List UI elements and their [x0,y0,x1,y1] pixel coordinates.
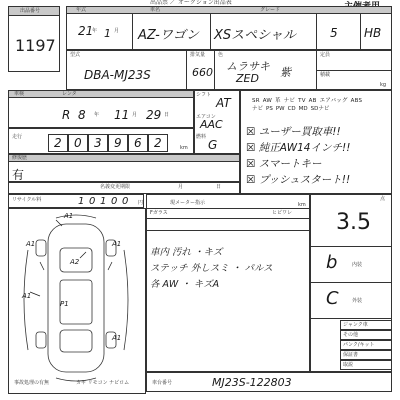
color-label: 色 [218,52,224,58]
side-label: その他 [343,332,359,338]
body-type: HB [364,26,382,40]
equipment-note: ☒ ユーザー買取車!! [246,126,341,138]
inspection-month: 11 [114,108,130,122]
meter-unit: km [298,202,306,208]
score-points-label: 点 [380,196,386,202]
damage-mark-label: A1 [112,334,122,342]
fuel-value: G [208,138,218,152]
equipment-option: SDナビ [310,106,330,112]
mileage-digit: 2 [54,136,62,150]
year-label: 年式 [76,7,87,13]
damage-mark-label: A1 [64,212,74,220]
shift-label: シフト [196,92,212,98]
load-label: 積載 [320,72,331,78]
capacity-label: 定員 [320,52,331,58]
equipment-option: TV [298,98,306,104]
side-label: ジャンク車 [343,322,368,328]
month-unit: 月 [114,28,120,34]
equipment-option: AW [262,98,273,104]
deadline-day-unit: 日 [216,184,222,190]
side-label: 取説 [343,362,354,368]
interior-score: b [326,252,338,273]
exterior-label: 外装 [352,298,363,304]
month-value: 1 [104,27,111,40]
fuel-label: 燃料 [196,134,207,140]
inspection-year: 8 [78,108,86,122]
load-unit: kg [380,82,387,88]
equipment-option: CD [287,106,296,112]
damage-mark-label: A1 [26,240,36,248]
interior-label: 内装 [352,262,363,268]
color-name: ムラサキ [226,60,270,73]
shift-value: AT [216,96,231,110]
inspection-month-unit: 月 [132,112,138,118]
displacement-value: 660 [192,66,213,79]
sheet-title: 出品票 ／ オークション出品表 [150,0,232,6]
chassis-label: 車台番号 [152,380,173,386]
equipment-option: エアバッグ [319,98,348,104]
mileage-label: 走行 [12,134,23,140]
chassis-number: MJ23S-122803 [212,376,292,389]
ac-label: エアコン [196,114,216,120]
color-code: ZED [236,72,259,85]
ac-value: AAC [200,118,223,131]
recycle-digit: 1 [100,196,107,207]
diagram-key-legend: カギ リモコン ナビロム [76,380,130,386]
recycle-digit: 0 [122,196,129,207]
equipment-option: SR [252,98,260,104]
year-unit: 年 [92,28,98,34]
recycle-digit: 1 [78,196,85,207]
mileage-digit: 9 [114,136,122,150]
lot-number: 1197 [15,36,56,55]
mileage-digit: 3 [94,136,102,150]
inspection-era: R [62,108,71,122]
equipment-option: MD [298,106,308,112]
equipment-option: PS [266,106,273,112]
lot-number-label: 出品番号 [20,8,41,14]
grade-value: XSスペシャル [214,28,296,43]
equipment-option: ABS [350,98,363,104]
year-value: 21 [78,24,94,38]
repair-value: 有 [12,168,25,182]
recycle-digit: 0 [89,196,96,207]
damage-mark-label: A2 [70,258,80,266]
damage-mark-label: A1 [22,292,32,300]
equipment-option: ナビ [252,106,264,112]
door-count: 5 [330,26,338,40]
repair-label: 修復歴 [12,155,28,161]
crack-label: ヒビワレ [272,210,293,216]
side-label: 保証書 [343,352,359,358]
model-code: DBA-MJ23S [84,68,151,82]
grade-label: グレード [260,7,281,13]
car-name: AZ-ワゴン [138,28,199,43]
mileage-digit: 0 [74,136,82,150]
meter-label: 現メーター指示 [170,200,206,206]
deadline-month-unit: 月 [178,184,184,190]
equipment-note: ☒ 純正AW14インチ!! [246,142,351,154]
equipment-note: ☒ スマートキー [246,158,322,170]
recycle-digit: 0 [111,196,118,207]
type-label: 型式 [70,52,81,58]
damage-mark-label: P1 [60,300,69,308]
mileage-digit: 6 [134,136,142,150]
equipment-note: ☒ プッシュスタート!! [246,174,351,186]
car-name-label: 車名 [150,7,161,13]
trim-color: 紫 [280,66,291,79]
inspection-year-unit: 年 [94,112,100,118]
equipment-option: 革 [275,98,281,104]
recycle-label: リサイクル料 [12,197,42,203]
exterior-score: C [326,288,339,309]
inspection-day: 29 [146,108,162,122]
inspector-note: 各 AW ・ キズA [150,279,220,290]
diagram-legend: 事故処理の有無 [14,380,50,386]
inspection-label: 車検 [14,91,25,97]
displacement-label: 排気量 [190,52,206,58]
equipment-option: ナビ [283,98,296,104]
side-label: パンク/キット [343,342,375,348]
damage-mark-label: A1 [112,240,122,248]
deadline-label: 名義変更期限 [100,184,131,190]
inspector-note: 車内 汚れ ・キズ [150,247,223,258]
glass-label: Fガラス [150,210,168,216]
mileage-digit: 2 [154,136,162,150]
inspector-note: ステッチ 外しスミ ・ パルス [150,263,273,274]
inspection-day-unit: 日 [164,112,170,118]
mileage-unit: km [180,145,188,151]
equipment-option: AB [308,98,317,104]
equipment-option: PW [275,106,285,112]
rental-label: レンタ [62,91,77,97]
recycle-unit: 円 [138,200,144,206]
overall-score: 3.5 [336,210,371,235]
